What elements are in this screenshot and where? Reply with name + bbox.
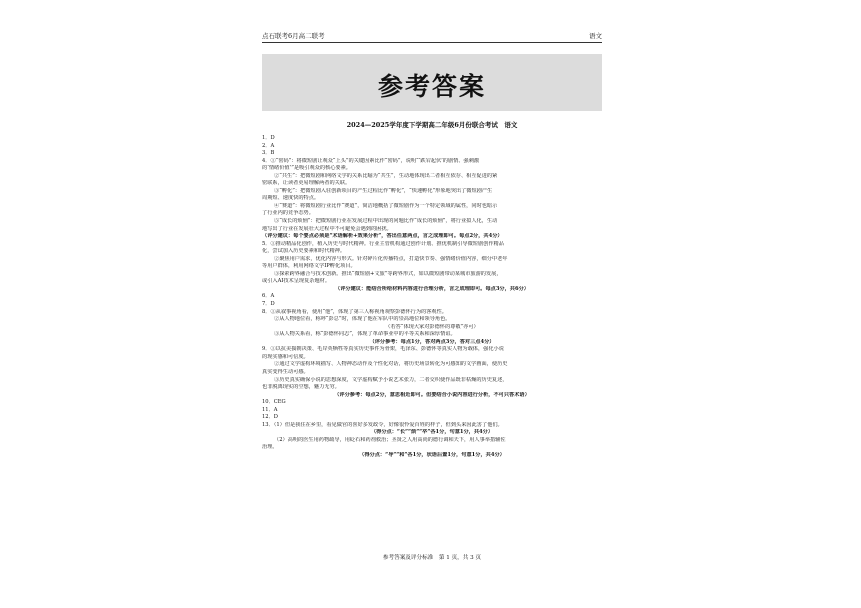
answer-line: ③从人物关系看，称“彭德怀同志”，体现了革命事业中的平等关系和深厚情谊。 — [274, 331, 456, 338]
answer-line: ②从人物地位看，称呼“彭总”时，体现了他在军队中的崇高地位和领导角色。 — [274, 316, 451, 323]
answer-line: 6．A — [262, 293, 275, 300]
answer-line: 的‘情绪价值’”是吸引观众的核心要素。 — [262, 165, 351, 172]
answer-line: 1．D — [262, 135, 275, 141]
answer-line: 9．①以抗美援朝决策、毛岸英牺牲等真实历史事件为骨架，毛泽东、彭德怀等真实人物为载体，强化小说 — [262, 346, 504, 353]
answer-line: 化，尝试加入历史要素和时代精神。 — [262, 248, 346, 255]
answer-line: ②聚焦用户需求，优化内容与形式。针对碎片化传播特点，打造快节奏、强情绪价值内容，细分中老年 — [274, 255, 508, 262]
answer-line: ②通过文学虚构环境描写、人物神态动作及个性化对话，将历史场景转化为可感知的文学画面，使历史 — [274, 361, 508, 368]
answer-line: 真实变得生动可感。 — [262, 368, 309, 375]
banner-title: 参考答案 — [377, 72, 486, 101]
answer-line: （若答“体现大家对彭德怀的尊敬”亦可） — [385, 323, 479, 330]
answer-line: 7．D — [262, 301, 275, 308]
header-left: 点石联考6月高二联考 — [262, 32, 325, 40]
exam-subtitle: 2024—2025学年度下学期高二年级6月份联合考试 语文 — [346, 121, 518, 129]
answer-line: 也非脱离现实的空想，魅力无穷。 — [262, 384, 340, 391]
answer-line: （评分建议：每个要点必须是“术语解析+效果分析”，答出任意两点，言之成理即可。每点2分，共4分） — [262, 233, 503, 240]
answer-line: （评分参考：每点2分，意思相近即可。但要结合小说内容进行分析，不可只答术语） — [334, 391, 530, 398]
answer-line: 8．①从叙事视角看，使用“他”，体现了第三人称视角观察彭德怀行为的客观性。 — [262, 308, 447, 315]
page-footer: 参考答案及评分标准 第 1 页，共 3 页 — [382, 555, 482, 561]
answer-line: ③历史真实确保小说的思想深度，文学虚构赋予小说艺术张力，二者交织使作品既非枯燥的历史复述， — [274, 376, 508, 383]
answer-line: 2．A — [262, 142, 275, 149]
answer-line: 13．（1）但是我住在乡里，看见做官的喜好多发政令，好像很怜爱百姓的样子，但到头来因此害了他们。 — [262, 421, 503, 428]
answer-line: （评分建议：能结合所给材料内容进行合理分析，言之成理即可。每点3分，共6分） — [335, 285, 529, 292]
answer-line: 的现实感和可信度。 — [262, 353, 309, 360]
answer-line: （2）高明的医生用药物疏导，用砭石和药剂救治；圣贤之人用高尚的德行调和天下，用人事举措辅佐 — [274, 436, 506, 443]
answer-line: ⑤“成长的烦恼”：把微短剧行业在发展过程中出现的问题比作“成长的烦恼”，将行业拟人化，生动 — [274, 218, 498, 225]
answer-line: ②“共生”：把微短剧和网络文学的关系比喻为“共生”，生动地体现出二者相互依存、相互促进的紧 — [274, 172, 498, 179]
answer-line: ③探索跨界融合与技术创新。推出“微短剧+文旅”等跨界形式，如以微短剧带动某城市旅游的发展， — [274, 270, 502, 277]
answer-line: ③“孵化”：把微短剧入驻创新项目的产生过程比作“孵化”，“快速孵化”形象地突出了微短剧产生 — [274, 187, 493, 194]
answer-line: 10．CEG — [262, 399, 286, 406]
header-right: 语文 — [589, 32, 602, 40]
answer-line: 或引入AI技术呈现复杂题材。 — [262, 278, 331, 285]
answer-line: （评分参考：每点1分，答对两点3分，答对三点4分） — [369, 338, 495, 345]
answer-line: （得分点：“长”“烦”“卒”各1分，句意1分，共4分） — [370, 429, 494, 436]
answer-line: 12．D — [262, 414, 278, 421]
answer-line: 地写出了行业在发展壮大过程中不可避免会遇到的困扰。 — [262, 225, 392, 232]
answer-line: 密联系，让读者更易理解两者的关联。 — [262, 180, 351, 187]
answer-line: 了行业内的竞争态势。 — [262, 210, 314, 217]
page-header — [262, 32, 602, 43]
answer-line: 3．B — [262, 150, 275, 157]
answer-line: 等用户群体，利用网络文学IP孵化项目。 — [262, 263, 356, 270]
answer-line: 治理。 — [262, 444, 278, 451]
title-banner — [262, 54, 602, 111]
answer-line: ④“赛道”：将微短剧行业比作“赛道”，简洁地概括了微短剧作为一个特定领域的属性，同时也暗示 — [274, 202, 498, 209]
answer-line: 周期短、速度快的特点。 — [262, 195, 320, 202]
answer-line: 4．①“密码”：将微短剧让观众“上头”的关键因素比作“密码”，说明“‘跌宕起伏’的剧情、强刺激 — [262, 157, 480, 164]
answer-line: 5．①推动精品化创作，植入历史与时代精神。行业主管机构通过创作计划、推优机制引导微短剧创作精品 — [262, 240, 504, 247]
answer-line: 11．A — [262, 406, 278, 413]
answer-line: （得分点：“导”“和”各1分，状语后置1分，句意1分，共4分） — [359, 451, 505, 458]
answer-body — [262, 135, 602, 460]
